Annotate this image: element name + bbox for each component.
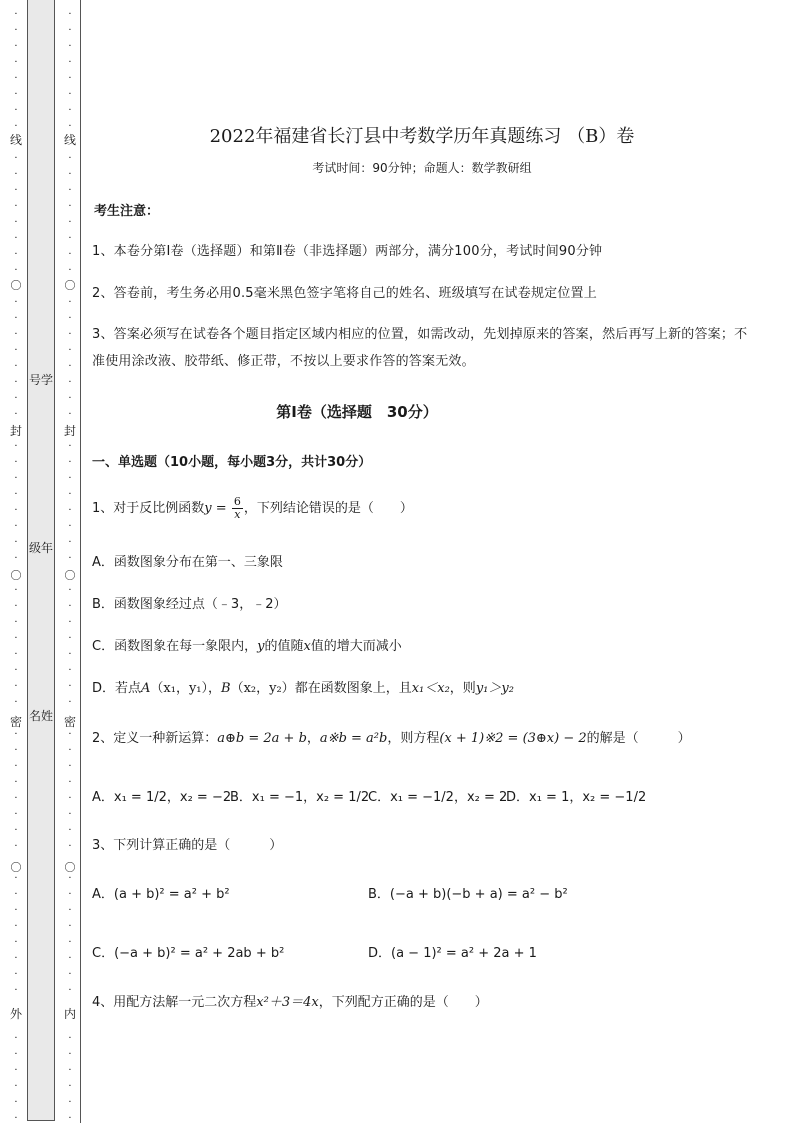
seal-dot: ·: [14, 809, 18, 820]
seal-dot: ·: [14, 105, 18, 116]
seal-dot: ·: [14, 441, 18, 452]
student-number-label: 号学: [28, 373, 53, 387]
q2-option-b: B．x₁ = −1，x₂ = 1/2: [230, 790, 370, 805]
inner-seal-mark: 线: [63, 133, 76, 147]
seal-dot: ·: [68, 697, 72, 708]
seal-dot: ·: [14, 649, 18, 660]
seal-dot: ·: [68, 409, 72, 420]
seal-dot: ·: [68, 681, 72, 692]
outer-seal-mark: 外: [9, 1007, 22, 1021]
q3-option-c: C．(−a + b)² = a² + 2ab + b²: [92, 946, 285, 961]
seal-dot: ·: [68, 537, 72, 548]
seal-dot: ·: [68, 105, 72, 116]
outer-seal-mark: 封: [9, 424, 22, 438]
seal-dot: ·: [14, 969, 18, 980]
notice-item: 2、答卷前，考生务必用0.5毫米黑色签字笔将自己的姓名、班级填写在试卷规定位置上: [92, 286, 597, 301]
seal-dot: ·: [68, 793, 72, 804]
seal-dot: ·: [68, 841, 72, 852]
q1-option-c: C．函数图象在每一象限内，y的值随x值的增大而减小: [92, 639, 402, 654]
seal-dot: ·: [14, 697, 18, 708]
q1-option-a: A．函数图象分布在第一、三象限: [92, 555, 283, 570]
seal-dot: ·: [14, 249, 18, 260]
seal-dot: ·: [14, 297, 18, 308]
inner-seal-mark: 封: [63, 424, 76, 438]
notice-item: 3、答案必须写在试卷各个题目指定区域内相应的位置，如需改动，先划掉原来的答案，然后再写上新的答案；不准使用涂改液、胶带纸、修正带，不按以上要求作答的答案无效。: [92, 327, 748, 369]
seal-dot: ·: [68, 905, 72, 916]
seal-dot: ·: [14, 873, 18, 884]
exam-page: [92, 0, 782, 1123]
seal-dot: ·: [68, 121, 72, 132]
seal-dot: ·: [14, 1081, 18, 1092]
seal-dot: ·: [14, 841, 18, 852]
seal-dot: ·: [14, 489, 18, 500]
seal-dot: ·: [14, 777, 18, 788]
student-info-box: [27, 0, 55, 1121]
binding-margin: [0, 0, 82, 1123]
seal-dot: ·: [14, 745, 18, 756]
seal-dot: ·: [68, 585, 72, 596]
seal-dot: ·: [14, 985, 18, 996]
seal-dot: ·: [14, 953, 18, 964]
outer-seal-mark: 〇: [10, 569, 22, 582]
seal-dot: ·: [68, 937, 72, 948]
seal-dot: ·: [68, 1081, 72, 1092]
seal-dot: ·: [14, 825, 18, 836]
seal-dot: ·: [14, 265, 18, 276]
outer-seal-line: [9, 0, 23, 1123]
seal-dot: ·: [14, 1049, 18, 1060]
q2-option-d: D．x₁ = 1，x₂ = −1/2: [506, 790, 647, 805]
seal-dot: ·: [14, 313, 18, 324]
seal-dot: ·: [14, 505, 18, 516]
section-title: 第I卷（选择题 30分）: [276, 403, 438, 421]
class-label: 级年: [28, 541, 53, 555]
seal-dot: ·: [14, 201, 18, 212]
seal-dot: ·: [14, 25, 18, 36]
seal-dot: ·: [68, 489, 72, 500]
inner-seal-mark: 密: [63, 715, 76, 729]
seal-dot: ·: [68, 969, 72, 980]
inner-seal-line: [63, 0, 77, 1123]
q2-option-a: A．x₁ = 1/2，x₂ = −2: [92, 790, 232, 805]
seal-dot: ·: [14, 521, 18, 532]
seal-dot: ·: [68, 473, 72, 484]
question-4: 4、用配方法解一元二次方程x²＋3＝4x，下列配方正确的是（ ）: [92, 995, 488, 1010]
seal-dot: ·: [14, 153, 18, 164]
seal-dot: ·: [68, 265, 72, 276]
seal-dot: ·: [14, 345, 18, 356]
seal-dot: ·: [14, 9, 18, 20]
seal-dot: ·: [14, 585, 18, 596]
seal-dot: ·: [68, 249, 72, 260]
seal-dot: ·: [68, 457, 72, 468]
outer-seal-mark: 〇: [10, 861, 22, 874]
seal-dot: ·: [68, 57, 72, 68]
seal-dot: ·: [14, 1097, 18, 1108]
seal-dot: ·: [68, 617, 72, 628]
notice-item: 1、本卷分第I卷（选择题）和第Ⅱ卷（非选择题）两部分，满分100分，考试时间90分钟: [92, 244, 603, 259]
seal-dot: ·: [68, 745, 72, 756]
seal-dot: ·: [14, 761, 18, 772]
seal-dot: ·: [68, 201, 72, 212]
q2-option-c: C．x₁ = −1/2，x₂ = 2: [368, 790, 508, 805]
margin-divider: [80, 0, 81, 1123]
seal-dot: ·: [68, 393, 72, 404]
seal-dot: ·: [14, 473, 18, 484]
seal-dot: ·: [14, 905, 18, 916]
seal-dot: ·: [68, 633, 72, 644]
seal-dot: ·: [14, 393, 18, 404]
seal-dot: ·: [14, 633, 18, 644]
seal-dot: ·: [14, 601, 18, 612]
seal-dot: ·: [14, 57, 18, 68]
part-title: 一、单选题（10小题，每小题3分，共计30分）: [92, 455, 372, 470]
seal-dot: ·: [14, 233, 18, 244]
name-label: 名姓: [28, 709, 53, 723]
seal-dot: ·: [14, 553, 18, 564]
seal-dot: ·: [68, 953, 72, 964]
seal-dot: ·: [14, 617, 18, 628]
seal-dot: ·: [68, 873, 72, 884]
seal-dot: ·: [14, 921, 18, 932]
seal-dot: ·: [68, 809, 72, 820]
seal-dot: ·: [68, 777, 72, 788]
notice-heading: 考生注意：: [94, 204, 160, 219]
seal-dot: ·: [14, 1065, 18, 1076]
question-2: 2、定义一种新运算：a⊕b = 2a + b，a※b = a²b，则方程(x + 1)※2 = (3⊕x) − 2的解是（ ）: [92, 731, 691, 746]
seal-dot: ·: [68, 25, 72, 36]
seal-dot: ·: [14, 1113, 18, 1124]
inner-seal-mark: 内: [63, 1007, 76, 1021]
seal-dot: ·: [68, 889, 72, 900]
fraction: $\frac{6}{x}$: [233, 495, 241, 521]
q3-option-a: A．(a + b)² = a² + b²: [92, 887, 230, 902]
seal-dot: ·: [14, 937, 18, 948]
seal-dot: ·: [68, 217, 72, 228]
seal-dot: ·: [14, 681, 18, 692]
seal-dot: ·: [14, 377, 18, 388]
question-3: 3、下列计算正确的是（ ）: [92, 838, 283, 853]
seal-dot: ·: [68, 345, 72, 356]
seal-dot: ·: [14, 185, 18, 196]
seal-dot: ·: [68, 73, 72, 84]
seal-dot: ·: [68, 1065, 72, 1076]
seal-dot: ·: [68, 185, 72, 196]
seal-dot: ·: [68, 601, 72, 612]
seal-dot: ·: [68, 313, 72, 324]
seal-dot: ·: [14, 217, 18, 228]
seal-dot: ·: [14, 457, 18, 468]
seal-dot: ·: [68, 1033, 72, 1044]
q3-option-b: B．(−a + b)(−b + a) = a² − b²: [368, 887, 568, 902]
seal-dot: ·: [68, 169, 72, 180]
seal-dot: ·: [14, 121, 18, 132]
seal-dot: ·: [68, 1049, 72, 1060]
seal-dot: ·: [68, 297, 72, 308]
seal-dot: ·: [14, 1033, 18, 1044]
outer-seal-mark: 〇: [10, 279, 22, 292]
seal-dot: ·: [14, 409, 18, 420]
seal-dot: ·: [68, 505, 72, 516]
seal-dot: ·: [68, 41, 72, 52]
seal-dot: ·: [14, 361, 18, 372]
inner-seal-mark: 〇: [64, 861, 76, 874]
seal-dot: ·: [68, 153, 72, 164]
seal-dot: ·: [14, 729, 18, 740]
seal-dot: ·: [68, 361, 72, 372]
q1-option-d: D．若点A（x₁，y₁），B（x₂，y₂）都在函数图象上，且x₁＜x₂，则y₁＞y₂: [92, 681, 514, 696]
seal-dot: ·: [68, 377, 72, 388]
q3-option-d: D．(a − 1)² = a² + 2a + 1: [368, 946, 537, 961]
exam-subtitle: 考试时间：90分钟；命题人：数学教研组: [312, 161, 532, 175]
seal-dot: ·: [68, 729, 72, 740]
seal-dot: ·: [68, 761, 72, 772]
seal-dot: ·: [68, 649, 72, 660]
seal-dot: ·: [68, 9, 72, 20]
seal-dot: ·: [14, 889, 18, 900]
seal-dot: ·: [68, 233, 72, 244]
outer-seal-mark: 密: [9, 715, 22, 729]
outer-seal-mark: 线: [9, 133, 22, 147]
seal-dot: ·: [14, 169, 18, 180]
seal-dot: ·: [68, 521, 72, 532]
question-1: 1、对于反比例函数y = $\frac{6}{x}$ ，下列结论错误的是（ ）: [92, 495, 413, 521]
seal-dot: ·: [68, 665, 72, 676]
inner-seal-mark: 〇: [64, 569, 76, 582]
seal-dot: ·: [68, 985, 72, 996]
q1-option-b: B．函数图象经过点（﹣3，﹣2）: [92, 597, 287, 612]
exam-title: 2022年福建省长汀县中考数学历年真题练习 （B）卷: [209, 126, 635, 147]
seal-dot: ·: [68, 329, 72, 340]
seal-dot: ·: [68, 1113, 72, 1124]
seal-dot: ·: [14, 73, 18, 84]
inner-seal-mark: 〇: [64, 279, 76, 292]
seal-dot: ·: [14, 89, 18, 100]
seal-dot: ·: [68, 921, 72, 932]
seal-dot: ·: [68, 825, 72, 836]
seal-dot: ·: [14, 41, 18, 52]
seal-dot: ·: [68, 1097, 72, 1108]
seal-dot: ·: [14, 793, 18, 804]
seal-dot: ·: [14, 665, 18, 676]
seal-dot: ·: [14, 329, 18, 340]
seal-dot: ·: [14, 537, 18, 548]
seal-dot: ·: [68, 89, 72, 100]
seal-dot: ·: [68, 553, 72, 564]
seal-dot: ·: [68, 441, 72, 452]
